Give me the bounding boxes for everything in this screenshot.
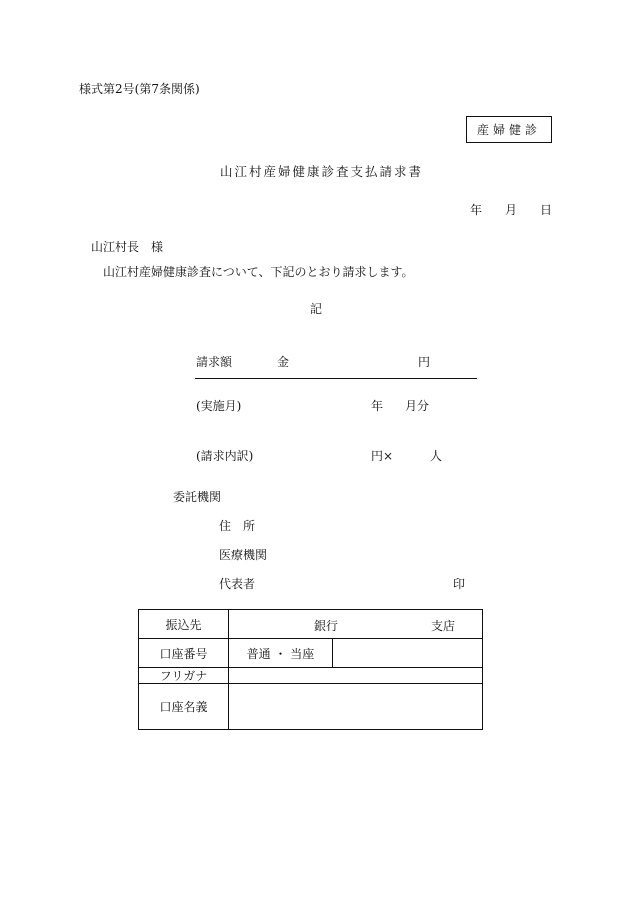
- breakdown-label: (請求内訳): [196, 449, 254, 463]
- branch-label: 支店: [431, 619, 456, 633]
- institution-heading: 委託機関: [173, 490, 222, 504]
- claim-yen: 円: [418, 355, 431, 369]
- ki-heading: 記: [310, 302, 323, 316]
- badge-box: 産婦健診: [466, 116, 552, 143]
- account-name-label: 口座名義: [139, 684, 229, 730]
- table-row: [139, 684, 483, 730]
- claim-label: 請求額: [196, 355, 233, 369]
- addressee: 山江村長 様: [91, 240, 164, 254]
- account-name-cell[interactable]: [229, 684, 483, 730]
- institution-representative: 代表者: [219, 577, 256, 591]
- bank-table: [138, 609, 483, 730]
- account-number-label: 口座番号: [139, 639, 229, 668]
- furigana-label: フリガナ: [139, 668, 229, 684]
- seal-mark: 印: [453, 577, 466, 591]
- account-type-cell[interactable]: 普通 ・ 当座: [229, 639, 333, 668]
- institution-address: 住 所: [219, 519, 256, 533]
- bank-label: 銀行: [314, 619, 339, 633]
- period-month: 月分: [405, 399, 430, 413]
- period-year: 年: [371, 399, 384, 413]
- date-day: 日: [540, 203, 553, 217]
- account-number-cell[interactable]: [333, 639, 483, 668]
- document-title: 山江村産婦健康診査支払請求書: [220, 164, 424, 179]
- table-row: [139, 610, 483, 639]
- form-number: 様式第2号(第7条関係): [79, 82, 200, 96]
- date-month: 月: [505, 203, 518, 217]
- claim-kin: 金: [277, 355, 290, 369]
- bank-branch-cell[interactable]: [229, 610, 483, 639]
- transfer-label: 振込先: [139, 610, 229, 639]
- date-year: 年: [470, 203, 483, 217]
- period-label: (実施月): [196, 399, 242, 413]
- table-row: [139, 668, 483, 684]
- intro-text: 山江村産婦健康診査について、下記のとおり請求します。: [103, 265, 414, 279]
- furigana-cell[interactable]: [229, 668, 483, 684]
- institution-medical: 医療機関: [219, 548, 268, 562]
- breakdown-yen-times: 円×: [371, 449, 394, 463]
- breakdown-persons: 人: [430, 449, 443, 463]
- claim-underline: [195, 378, 477, 379]
- table-row: [139, 639, 483, 668]
